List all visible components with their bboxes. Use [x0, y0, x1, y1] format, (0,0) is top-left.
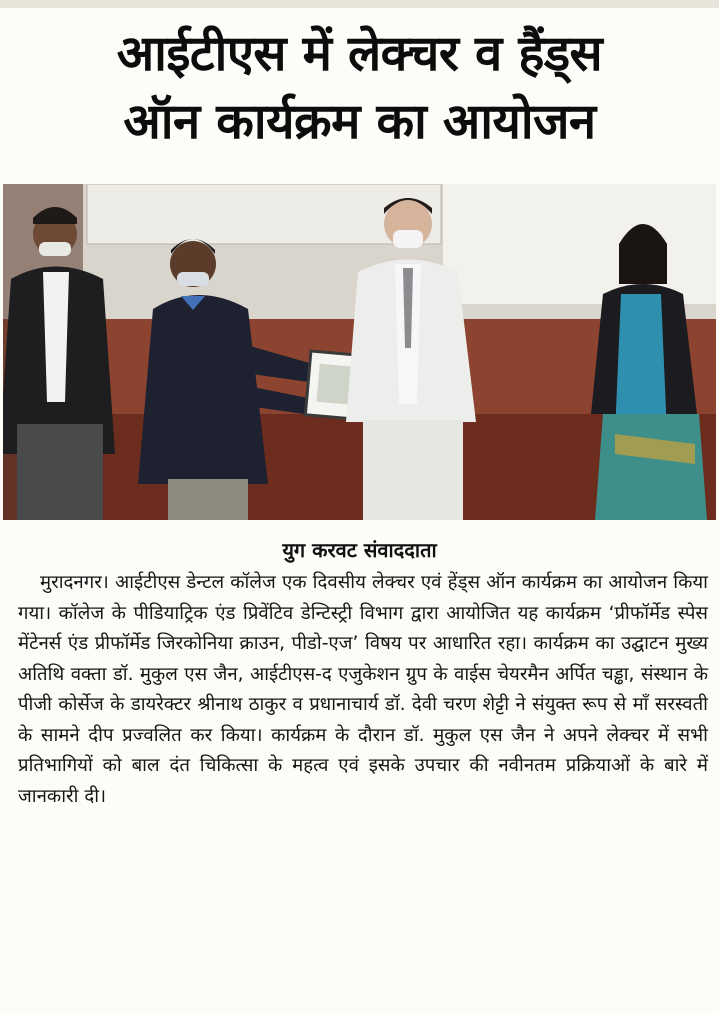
page-top-strip: [0, 0, 719, 8]
headline-line-1: आईटीएस में लेक्चर व हैंड्स: [116, 25, 603, 82]
event-photo: [3, 184, 716, 520]
event-photo-illustration: [3, 184, 716, 520]
article-body: मुरादनगर। आईटीएस डेन्टल कॉलेज एक दिवसीय लेक्चर एवं हेंड्स ऑन कार्यक्रम का आयोजन किया गया। कॉलेज के पीडियाट्रिक एंड प्रिवेंटिव डेन्टिस्ट्री विभाग द्वारा आयोजित यह कार्यक्रम ‘प्रीफॉर्मेड स्पेस मेंटेनर्स एंड प्रीफॉर्मेड जिरकोनिया क्राउन, पीडो-एज’ विषय पर आधारित रहा। कार्यक्रम का उद्घाटन मुख्य अतिथि वक्ता डॉ. मुकुल एस जैन, आईटीएस-द एजुकेशन ग्रुप के वाईस चेयरमैन अर्पित चड्ढा, संस्थान के पीजी कोर्सेज के डायरेक्टर श्रीनाथ ठाकुर व प्रधानाचार्य डॉ. देवी चरण शेट्टी ने संयुक्त रूप से माँ सरस्वती के सामने दीप प्रज्वलित कर किया। कार्यक्रम के दौरान डॉ. मुकुल एस जैन ने अपने लेक्चर में सभी प्रतिभागियों को बाल दंत चिकित्सा के महत्व एवं इसके उपचार की नवीनतम प्रक्रियाओं के बारे में जानकारी दी।: [18, 572, 708, 807]
byline: युग करवट संवाददाता: [282, 538, 437, 562]
headline: [8, 20, 711, 156]
headline-line-2: ऑन कार्यक्रम का आयोजन: [123, 93, 596, 150]
